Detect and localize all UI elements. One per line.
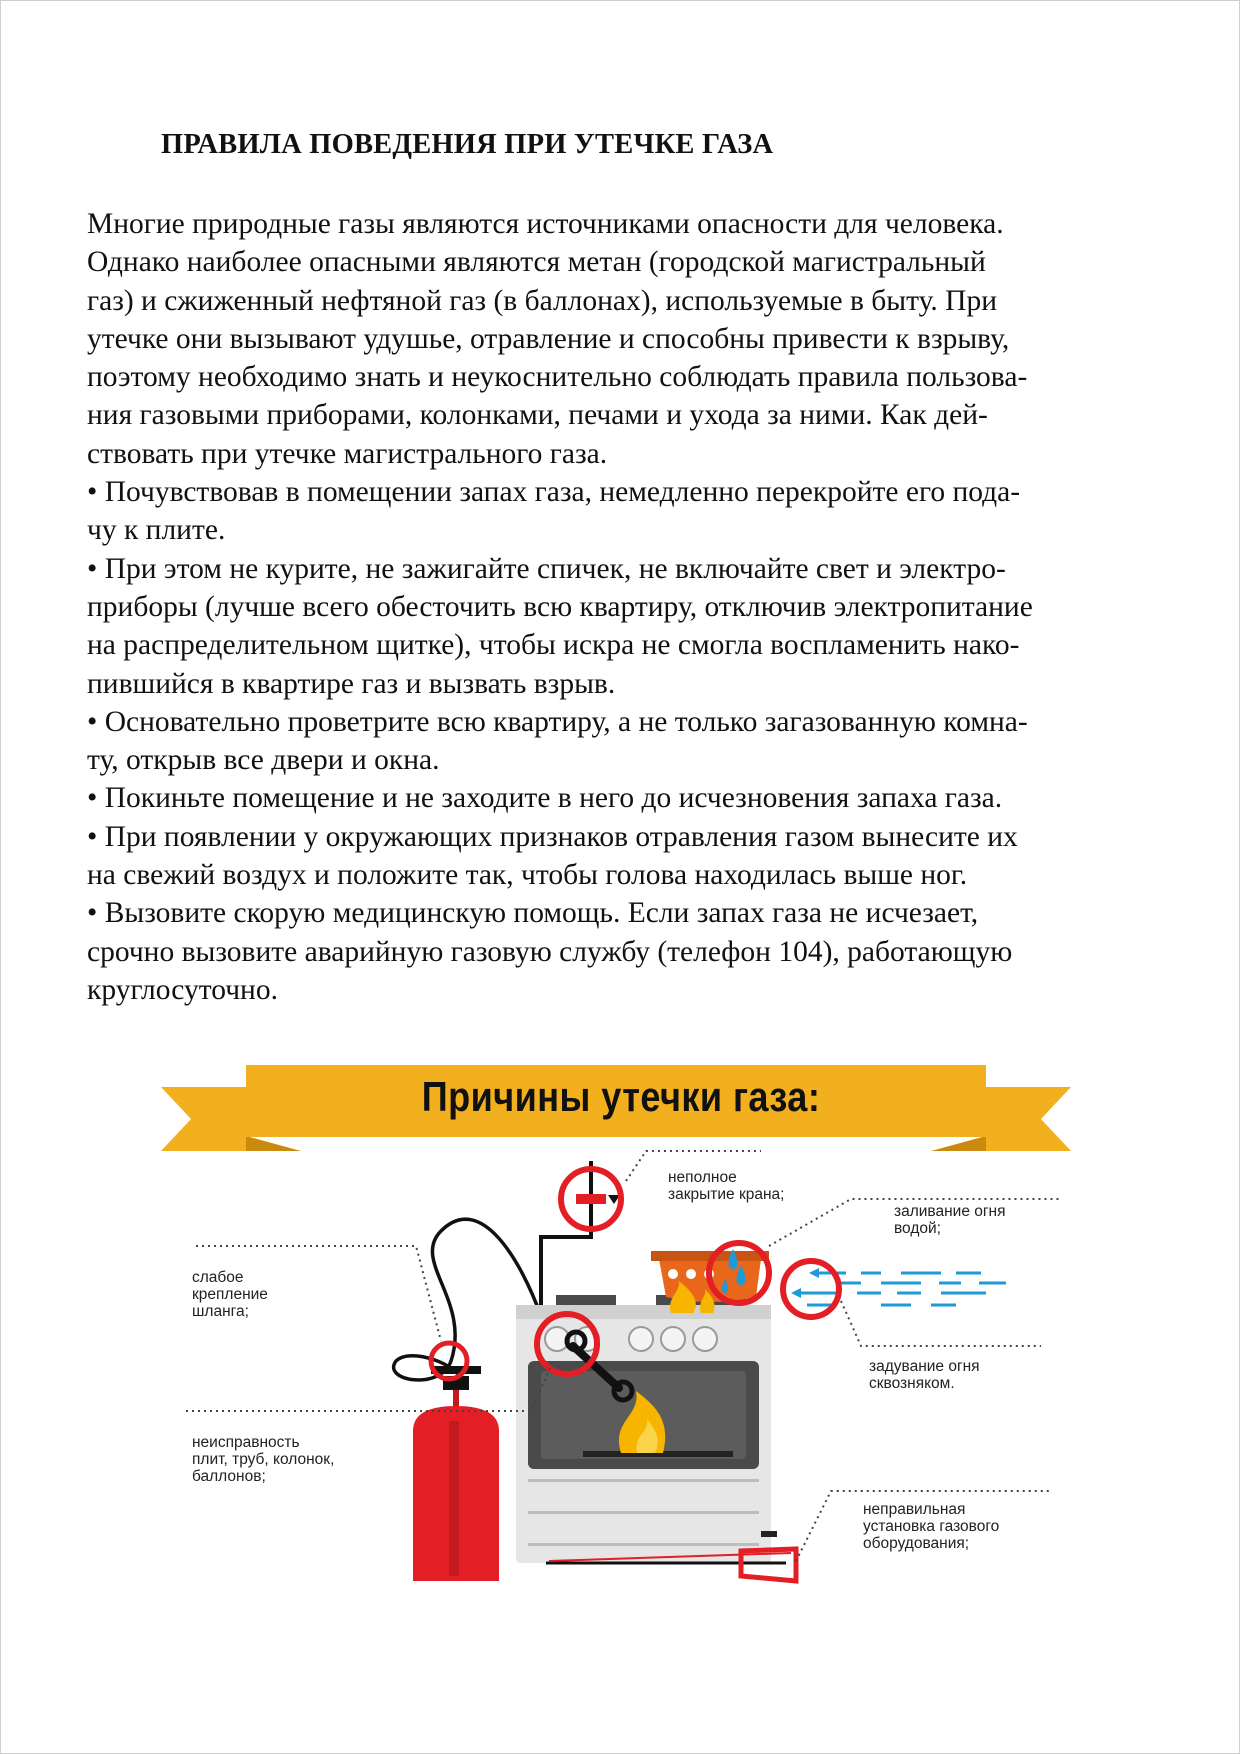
- text-line: ствовать при утечке магистрального газа.: [87, 437, 608, 470]
- wind-draft-icon: [801, 1273, 1006, 1305]
- callout-water: [894, 1203, 1005, 1237]
- callout-line: неправильная: [863, 1501, 966, 1518]
- callout-line: крепление: [192, 1286, 268, 1303]
- callout-line: баллонов;: [192, 1468, 266, 1485]
- text-line: Многие природные газы являются источниками опасности для человека.: [87, 208, 1004, 240]
- callout-line: задувание огня: [869, 1358, 980, 1375]
- text-line: круглосуточно.: [87, 973, 278, 1006]
- callout-line: закрытие крана;: [668, 1186, 785, 1203]
- body-text: [87, 205, 1177, 1009]
- callout-line: установка газового: [863, 1518, 1000, 1535]
- callout-line: слабое: [192, 1269, 244, 1286]
- callout-line: неполное: [668, 1169, 737, 1186]
- text-line: на свежий воздух и положите так, чтобы голова находилась выше ног.: [87, 859, 968, 892]
- text-line: чу к плите.: [87, 514, 226, 547]
- callout-line: неисправность: [192, 1434, 300, 1451]
- text-line: поэтому необходимо знать и неукоснительно соблюдать правила пользова-: [87, 361, 1028, 394]
- text-line: срочно вызовите аварийную газовую службу (телефон 104), работающую: [87, 935, 1013, 968]
- text-line: ту, открыв все двери и окна.: [87, 744, 440, 777]
- bullet-line: • При появлении у окружающих признаков отравления газом вынесите их: [87, 820, 1018, 853]
- callout-line: заливание огня: [894, 1203, 1006, 1220]
- text-line: ния газовыми приборами, колонками, печами и ухода за ними. Как дей-: [87, 399, 988, 432]
- callout-line: сквозняком.: [869, 1375, 955, 1392]
- callout-line: водой;: [894, 1220, 941, 1237]
- text-line: пившийся в квартире газ и вызвать взрыв.: [87, 667, 616, 700]
- callout-line: оборудования;: [863, 1535, 970, 1552]
- bullet-line: • При этом не курите, не зажигайте спичек, не включайте свет и электро-: [87, 552, 1006, 585]
- callout-line: плит, труб, колонок,: [192, 1451, 335, 1468]
- text-line: утечке они вызывают удушье, отравление и способны привести к взрыву,: [87, 322, 1010, 355]
- infographic-title: Причины утечки газа:: [421, 1073, 821, 1120]
- callout-faulty: [192, 1434, 334, 1485]
- callout-valve: [668, 1169, 784, 1203]
- text-line: на распределительном щитке), чтобы искра не смогла воспламенить нако-: [87, 629, 1020, 662]
- callout-install: [863, 1501, 999, 1552]
- text-line: Однако наиболее опасными являются метан (городской магистральный: [87, 246, 986, 279]
- text-line: газ) и сжиженный нефтяной газ (в баллонах), используемые в быту. При: [87, 284, 998, 317]
- callout-line: шланга;: [192, 1303, 249, 1320]
- bullet-line: • Покиньте помещение и не заходите в него до исчезновения запаха газа.: [87, 782, 1003, 815]
- bullet-line: • Вызовите скорую медицинскую помощь. Если запах газа не исчезает,: [87, 897, 979, 930]
- page-title: ПРАВИЛА ПОВЕДЕНИЯ ПРИ УТЕЧКЕ ГАЗА: [161, 129, 774, 160]
- bullet-line: • Почувствовав в помещении запах газа, немедленно перекройте его пода-: [87, 476, 1021, 509]
- callout-hose: [192, 1269, 268, 1320]
- bullet-line: • Основательно проветрите всю квартиру, а не только загазованную комна-: [87, 705, 1028, 738]
- callout-draft: [869, 1358, 980, 1392]
- text-line: приборы (лучше всего обесточить всю квартиру, отключив электропитание: [87, 590, 1033, 623]
- gas-leak-infographic: [1, 1061, 1240, 1621]
